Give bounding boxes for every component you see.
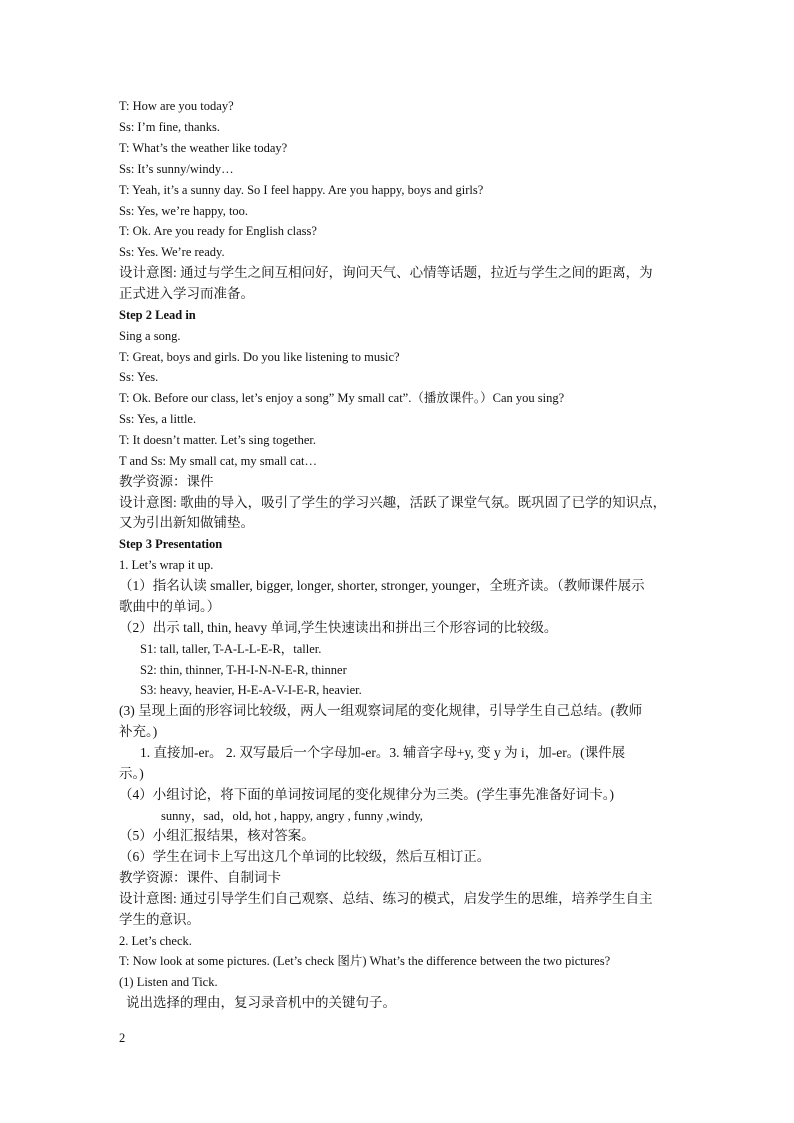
text-line: 歌曲中的单词。） <box>119 599 221 614</box>
design-intent-text: 设计意图: 歌曲的导入，吸引了学生的学习兴趣，活跃了课堂气氛。既巩固了已学的知识点， <box>119 495 667 510</box>
text-line: 说出选择的理由，复习录音机中的关键句子。 <box>126 995 396 1010</box>
student-response: S2: thin, thinner, T-H-I-N-N-E-R, thinner <box>140 663 347 677</box>
teaching-resource-text: 教学资源：课件、自制词卡 <box>119 870 281 885</box>
design-intent-text: 学生的意识。 <box>119 912 200 927</box>
student-response: S3: heavy, heavier, H-E-A-V-I-E-R, heavier. <box>140 683 362 697</box>
text-line: 示。) <box>119 766 144 781</box>
text-line: Sing a song. <box>119 329 181 343</box>
text-line: （2）出示 tall, thin, heavy 单词,学生快速读出和拼出三个形容词的比较级。 <box>119 620 558 635</box>
dialogue-line: T: Ok. Are you ready for English class? <box>119 224 317 238</box>
step-heading: Step 3 Presentation <box>119 537 223 551</box>
dialogue-line: T: What’s the weather like today? <box>119 141 288 155</box>
dialogue-line: T: Now look at some pictures. (Let’s check 图片) What’s the difference between the two pictures? <box>119 954 611 968</box>
dialogue-line: Ss: It’s sunny/windy… <box>119 162 234 176</box>
design-intent-text: 设计意图: 通过引导学生们自己观察、总结、练习的模式，启发学生的思维，培养学生自主 <box>119 891 653 906</box>
text-line: (3) 呈现上面的形容词比较级，两人一组观察词尾的变化规律，引导学生自己总结。(教师 <box>119 703 643 718</box>
dialogue-line: Ss: Yes, we’re happy, too. <box>119 204 249 218</box>
dialogue-line: Ss: Yes, a little. <box>119 412 197 426</box>
design-intent-text: 正式进入学习而准备。 <box>119 286 254 301</box>
text-line: 1. Let’s wrap it up. <box>119 558 214 572</box>
dialogue-line: T and Ss: My small cat, my small cat… <box>119 454 318 468</box>
dialogue-line: Ss: I’m fine, thanks. <box>119 120 221 134</box>
design-intent-text: 设计意图: 通过与学生之间互相问好，询问天气、心情等话题，拉近与学生之间的距离，为 <box>119 265 653 280</box>
text-line: 2. Let’s check. <box>119 934 192 948</box>
dialogue-line: T: Great, boys and girls. Do you like listening to music? <box>119 350 400 364</box>
text-line: （6）学生在词卡上写出这几个单词的比较级，然后互相订正。 <box>119 849 491 864</box>
text-line: (1) Listen and Tick. <box>119 975 218 989</box>
rule-list: 1. 直接加-er。 2. 双写最后一个字母加-er。3. 辅音字母+y, 变 y 为 i，加-er。(课件展 <box>140 745 626 760</box>
student-response: S1: tall, taller, T-A-L-L-E-R，taller. <box>140 642 322 656</box>
word-list: sunny，sad，old, hot , happy, angry , funny ,windy, <box>161 809 423 823</box>
step-heading: Step 2 Lead in <box>119 308 196 322</box>
dialogue-line: T: How are you today? <box>119 99 234 113</box>
teaching-resource-text: 教学资源：课件 <box>119 474 214 489</box>
dialogue-line: Ss: Yes. <box>119 370 159 384</box>
dialogue-line: T: It doesn’t matter. Let’s sing together. <box>119 433 317 447</box>
text-line: （4）小组讨论，将下面的单词按词尾的变化规律分为三类。(学生事先准备好词卡。) <box>119 787 614 802</box>
page-number: 2 <box>119 1031 126 1045</box>
text-line: 补充。) <box>119 724 158 739</box>
dialogue-line: T: Ok. Before our class, let’s enjoy a song” My small cat”.（播放课件。）Can you sing? <box>119 391 565 405</box>
text-line: （1）指名认读 smaller, bigger, longer, shorter, stronger, younger，全班齐读。（教师课件展示 <box>119 578 645 593</box>
text-line: （5）小组汇报结果，核对答案。 <box>119 828 315 843</box>
dialogue-line: T: Yeah, it’s a sunny day. So I feel happy. Are you happy, boys and girls? <box>119 183 484 197</box>
design-intent-text: 又为引出新知做铺垫。 <box>119 515 254 530</box>
dialogue-line: Ss: Yes. We’re ready. <box>119 245 225 259</box>
